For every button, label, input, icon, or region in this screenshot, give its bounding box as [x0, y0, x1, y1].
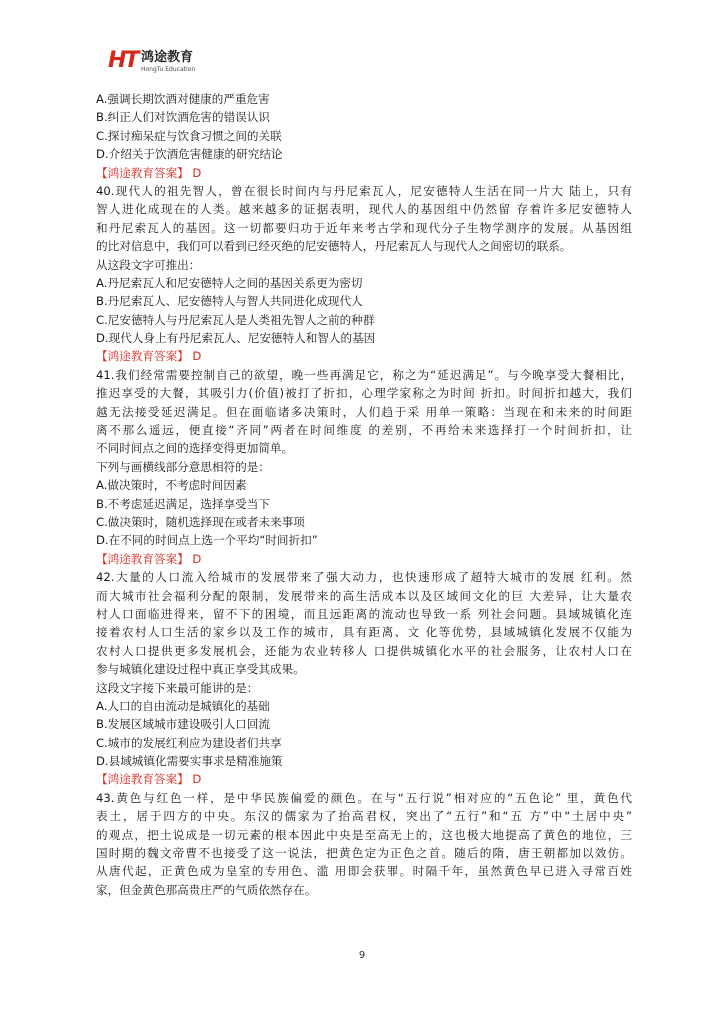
paragraph-line: 40.现代人的祖先智人，曾在很长时间内与丹尼索瓦人，尼安德特人生活在同一片大 陆上，只有: [96, 183, 632, 198]
brand-logo: [108, 48, 228, 78]
option-line: B.不考虑延迟满足，选择享受当下: [96, 496, 270, 511]
paragraph-line: 村人口面临进得来，留不下的困境，而且远距离的流动也导致一系 列社会问题。县域城镇化连: [96, 606, 632, 621]
logo-mark: HT: [108, 48, 138, 73]
option-line: C.做决策时，随机选择现在或者未来事项: [96, 514, 305, 529]
paragraph-line: 推迟享受的大餐，其吸引力(价值)被打了折扣，心理学家称之为时间 折扣。时间折扣越大，我们: [96, 386, 632, 401]
page-number: 9: [358, 950, 366, 961]
document-body: [96, 90, 632, 899]
paragraph-line: 而大城市社会福利分配的限制，发展带来的高生活成本以及区域间文化的巨 大差异，让大量农: [96, 588, 632, 603]
logo-chinese-name: 鸿途教育: [141, 50, 194, 65]
paragraph-line: 国时期的魏文帝曹不也接受了这一说法，把黄色定为正色之首。随后的隋，唐王朝都加以效仿。: [96, 846, 632, 861]
option-line: A.强调长期饮酒对健康的严重危害: [96, 92, 270, 106]
answer-line: 【鸿途教育答案】 D: [96, 551, 202, 566]
paragraph-line: 的比对信息中，我们可以看到已经灭绝的尼安德特人，丹尼索瓦人与现代人之间密切的联系。: [96, 239, 572, 254]
paragraph-line: 参与城镇化建设过程中真正享受其成果。: [96, 662, 305, 677]
paragraph-line: 的观点，把土说成是一切元素的根本因此中央是至高无上的，这也极大地提高了黄色的地位，三: [96, 827, 632, 842]
paragraph-line: 43.黄色与红色一样，是中华民族偏爱的颜色。在与“五行说”相对应的“五色论” 里，黄色代: [96, 790, 632, 805]
paragraph-line: 从唐代起，正黄色成为皇室的专用色、滥 用即会获罪。时隔千年，虽然黄色早已进入寻常百姓: [96, 864, 632, 879]
answer-line: 【鸿途教育答案】 D: [96, 772, 202, 787]
paragraph-line: 智人进化成现在的人类。越来越多的证据表明，现代人的基因组中仍然留 存着许多尼安德特人: [96, 202, 632, 217]
option-line: C.尼安德特人与丹尼索瓦人是人类祖先智人之前的种群: [96, 312, 375, 327]
option-line: 这段文字接下来最可能讲的是：: [96, 680, 259, 695]
option-line: A.人口的自由流动是城镇化的基础: [96, 698, 270, 713]
paragraph-line: 不同时间点之间的选择变得更加简单。: [96, 441, 294, 456]
option-line: A.做决策时，不考虑时间因素: [96, 478, 247, 493]
option-line: D.在不同的时间点上选一个平均“时间折扣”: [96, 533, 318, 548]
paragraph-line: 家，但金黄色那高贵庄严的气质依然存在。: [96, 882, 317, 897]
option-line: B.发展区域城市建设吸引人口回流: [96, 717, 270, 732]
option-line: C.城市的发展红利应为建设者们共享: [96, 735, 282, 750]
option-line: 从这段文字可推出：: [96, 257, 201, 272]
answer-line: 【鸿途教育答案】 D: [96, 165, 202, 180]
option-line: B.纠正人们对饮酒危害的错误认识: [96, 110, 270, 125]
option-line: D.介绍关于饮酒危害健康的研究结论: [96, 147, 283, 162]
paragraph-line: 农村人口提供更多发展机会，还能为农业转移人 口提供城镇化水平的社会服务，让农村人口在: [96, 643, 632, 658]
logo-english-name: HongTu Education: [141, 66, 196, 73]
paragraph-line: 42.大量的人口流入给城市的发展带来了强大动力，也快速形成了超特大城市的发展 红利。然: [96, 570, 632, 585]
option-line: C.探讨痴呆症与饮食习惯之间的关联: [96, 128, 282, 143]
option-line: D.现代人身上有丹尼索瓦人、尼安德特人和智人的基因: [96, 331, 376, 346]
answer-line: 【鸿途教育答案】 D: [96, 349, 202, 364]
paragraph-line: 41.我们经常需要控制自己的欲望，晚一些再满足它，称之为“延迟满足”。与今晚享受大餐相比，: [96, 367, 632, 382]
option-line: A.丹尼索瓦人和尼安德特人之间的基因关系更为密切: [96, 275, 363, 290]
paragraph-line: 表土，居于四方的中央。东汉的儒家为了抬高君权，突出了“五行”和“五 方”中“土居中央”: [96, 809, 632, 824]
option-line: D.县域城镇化需要实事求是精准施策: [96, 754, 283, 769]
option-line: B.丹尼索瓦人、尼安德特人与智人共同进化成现代人: [96, 294, 363, 309]
paragraph-line: 和丹尼索瓦人的基因。这一切都要归功于近年来考古学和现代分子生物学测序的发展。从基因组: [96, 220, 632, 235]
option-line: 下列与画横线部分意思相符的是：: [96, 459, 270, 474]
paragraph-line: 离不那么遥远，便直接“齐同”两者在时间维度 的差别，不再给未来选择打一个时间折扣，让: [96, 423, 632, 438]
paragraph-line: 接着农村人口生活的家乡以及工作的城市，具有距离、文 化等优势，县域城镇化发展不仅能为: [96, 625, 632, 640]
paragraph-line: 越无法接受延迟满足。但在面临诸多决策时，人们趋于采 用单一策略：当现在和未来的时间距: [96, 404, 632, 419]
